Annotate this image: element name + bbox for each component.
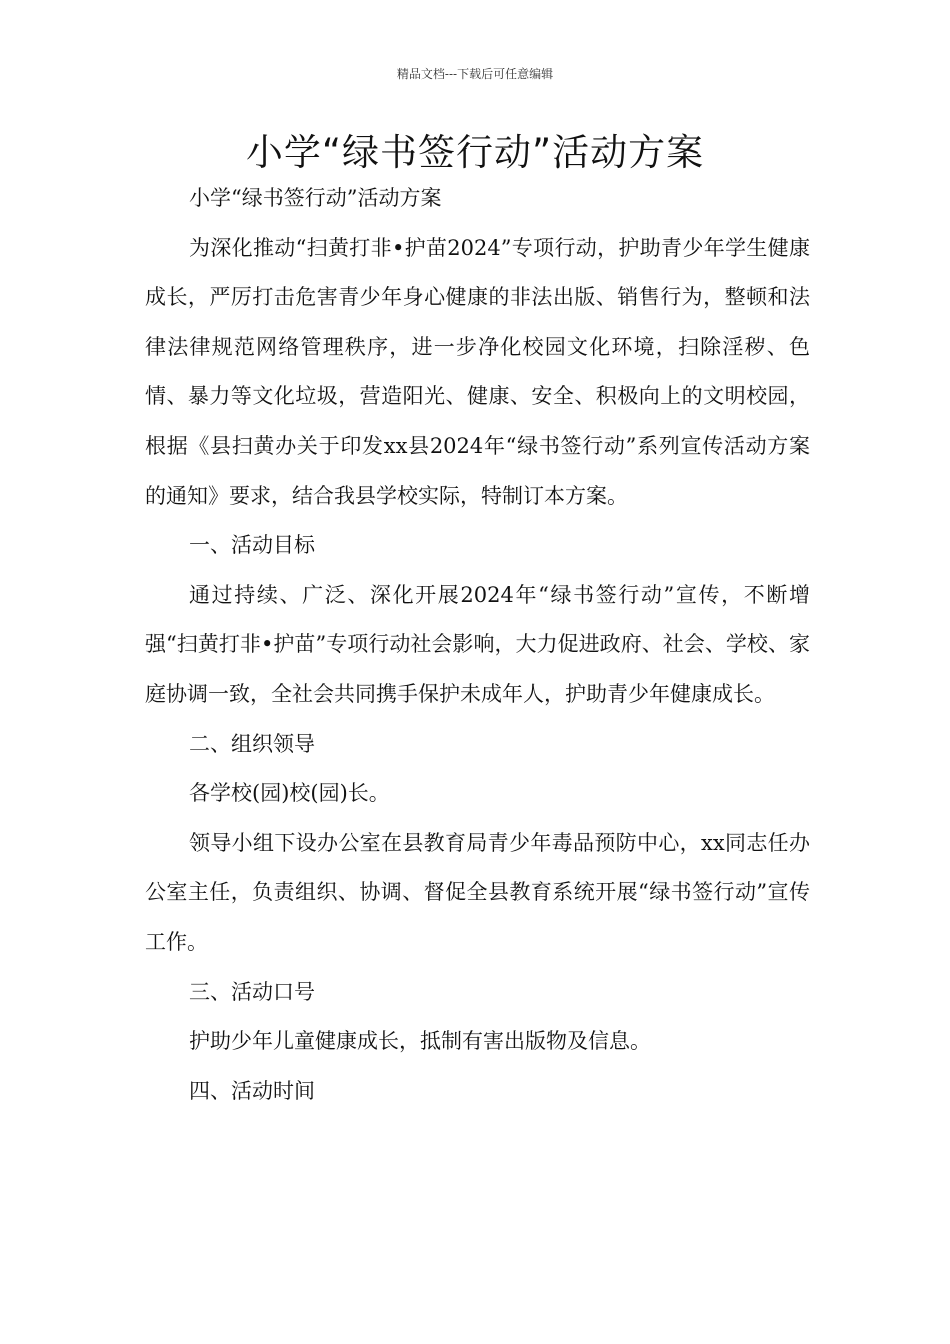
paragraph-goals: 通过持续、广泛、深化开展2024年“绿书签行动”宣传，不断增强“扫黄打非•护苗”专项行动社会影响，大力促进政府、社会、学校、家庭协调一致，全社会共同携手保护未成年人，护助青少年健康成长。 — [145, 582, 810, 706]
paragraph-leadership-members: 各学校(园)校(园)长。 — [189, 781, 390, 806]
section-heading-time: 四、活动时间 — [189, 1078, 315, 1103]
page-header-note: 精品文档---下载后可任意编辑 — [396, 67, 554, 81]
paragraph-slogan: 护助少年儿童健康成长，抵制有害出版物及信息。 — [189, 1029, 651, 1054]
section-heading-goals: 一、活动目标 — [189, 533, 315, 558]
section-heading-slogan: 三、活动口号 — [189, 979, 315, 1004]
section-heading-leadership: 二、组织领导 — [189, 731, 315, 756]
paragraph-subtitle: 小学“绿书签行动”活动方案 — [189, 186, 442, 210]
document-body — [145, 174, 810, 1116]
paragraph-intro: 为深化推动“扫黄打非•护苗2024”专项行动，护助青少年学生健康成长，严厉打击危害青少年身心健康的非法出版、销售行为，整顿和法律法律规范网络管理秩序，进一步净化校园文化环境，扫除淫秽、色情、暴力等文化垃圾，营造阳光、健康、安全、积极向上的文明校园，根据《县扫黄办关于印发xx县2024年“绿书签行动”系列宣传活动方案的通知》要求，结合我县学校实际，特制订本方案。 — [145, 235, 810, 508]
paragraph-leadership-office: 领导小组下设办公室在县教育局青少年毒品预防中心，xx同志任办公室主任，负责组织、协调、督促全县教育系统开展“绿书签行动”宣传工作。 — [145, 830, 810, 954]
document-title: 小学“绿书签行动”活动方案 — [245, 131, 705, 174]
